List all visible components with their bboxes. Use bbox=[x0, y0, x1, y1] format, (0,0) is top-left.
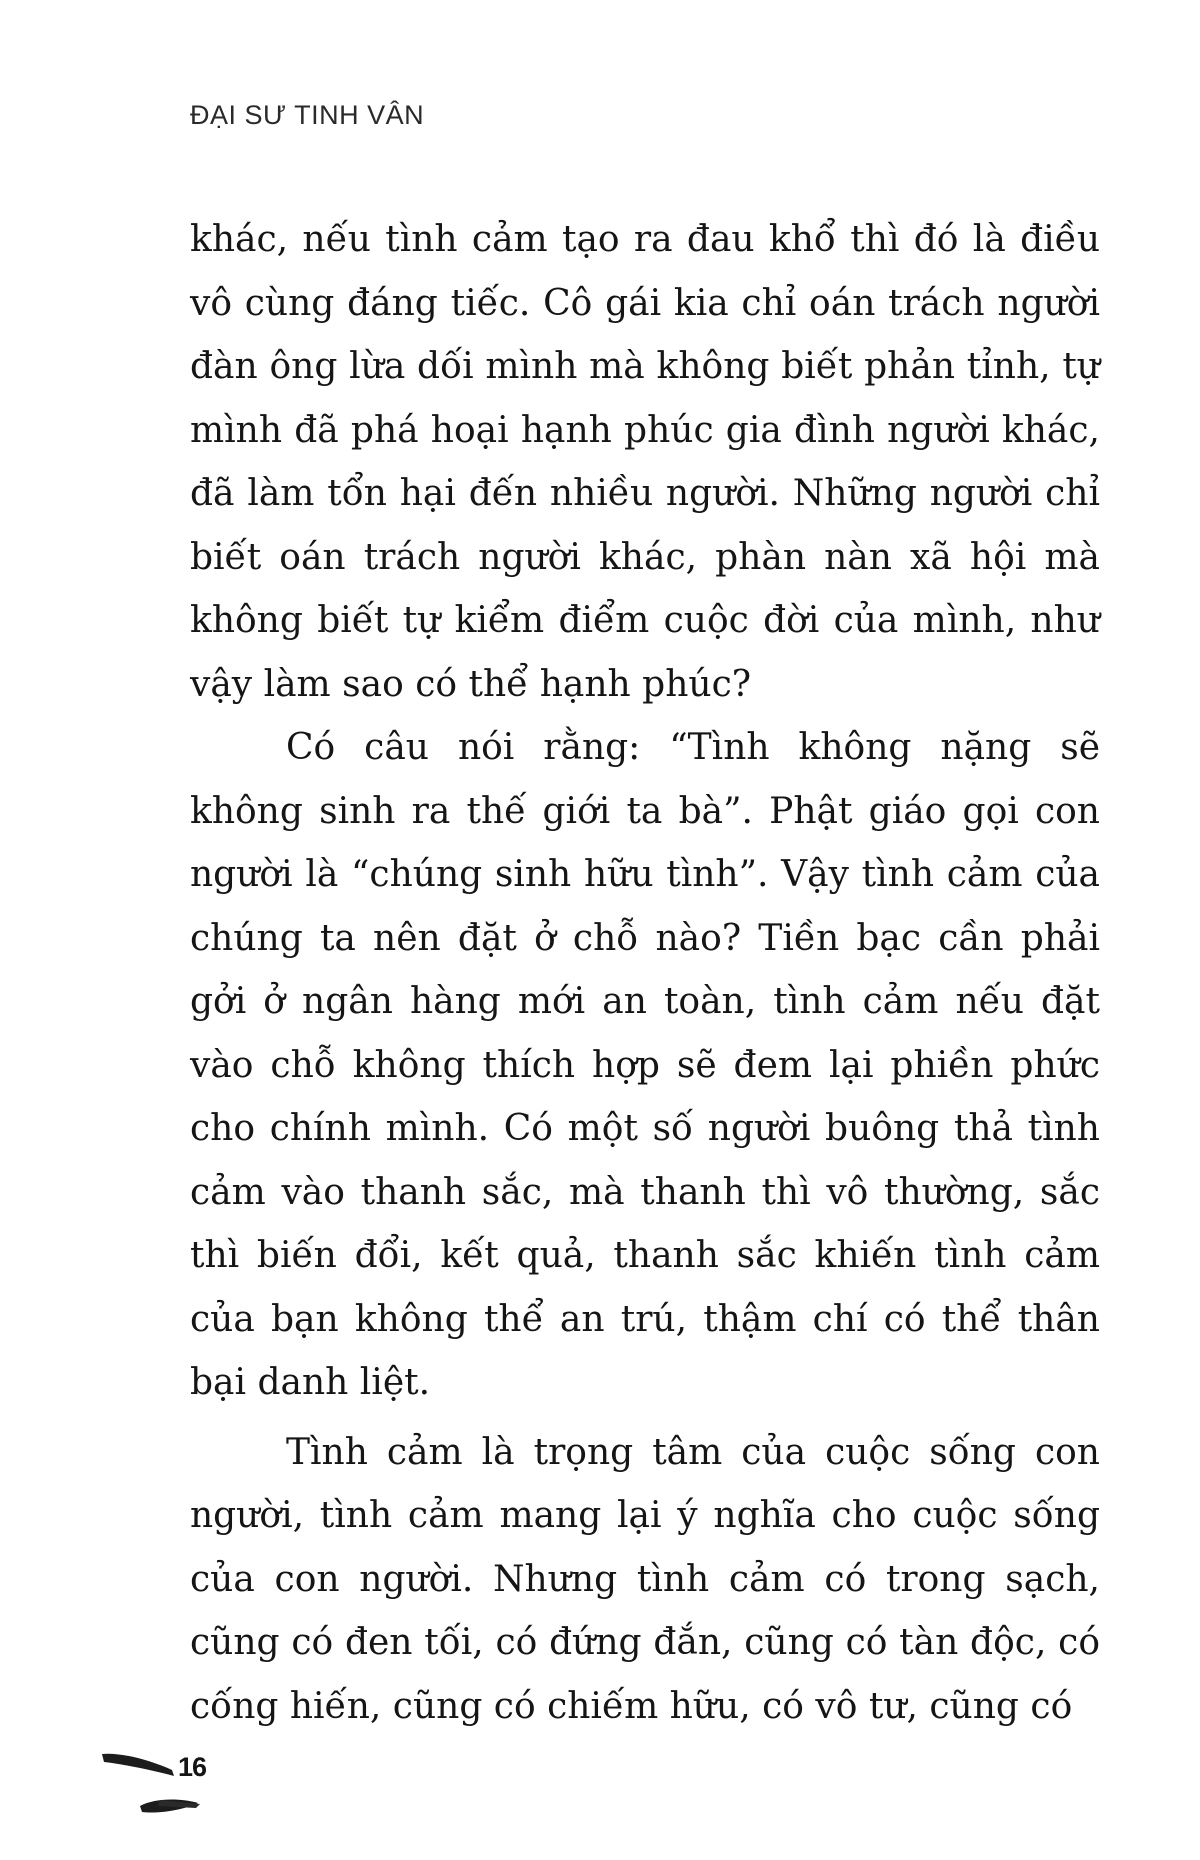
paragraph-3: Tình cảm là trọng tâm của cuộc sống con người, tình cảm mang lại ý nghĩa cho cuộc sống của con người. Nhưng tình cảm có trong sạch, cũng có đen tối, có đứng đắn, cũng có tàn độc, có cống hiến, cũng có chiếm hữu, có vô tư, cũng có bbox=[190, 1431, 1100, 1727]
page-number: 16 bbox=[178, 1752, 207, 1782]
running-head-title: ĐẠI SƯ TINH VÂN bbox=[190, 100, 425, 130]
body-text bbox=[190, 208, 1100, 1738]
paragraph-1: khác, nếu tình cảm tạo ra đau khổ thì đó là điều vô cùng đáng tiếc. Cô gái kia chỉ oán trách người đàn ông lừa dối mình mà không biết phản tỉnh, tự mình đã phá hoại hạnh phúc gia đình người khác, đã làm tổn hại đến nhiều người. Những người chỉ biết oán trách người khác, phàn nàn xã hội mà không biết tự kiểm điểm cuộc đời của mình, như vậy làm sao có thể hạnh phúc? bbox=[190, 219, 1100, 705]
folio bbox=[100, 1740, 240, 1820]
brush-stroke-ornament-icon bbox=[100, 1740, 230, 1820]
paragraph-2: Có câu nói rằng: “Tình không nặng sẽ không sinh ra thế giới ta bà”. Phật giáo gọi con người là “chúng sinh hữu tình”. Vậy tình cảm của chúng ta nên đặt ở chỗ nào? Tiền bạc cần phải gởi ở ngân hàng mới an toàn, tình cảm nếu đặt vào chỗ không thích hợp sẽ đem lại phiền phức cho chính mình. Có một số người buông thả tình cảm vào thanh sắc, mà thanh thì vô thường, sắc thì biến đổi, kết quả, thanh sắc khiến tình cảm của bạn không thể an trú, thậm chí có thể thân bại danh liệt. bbox=[190, 727, 1100, 1403]
